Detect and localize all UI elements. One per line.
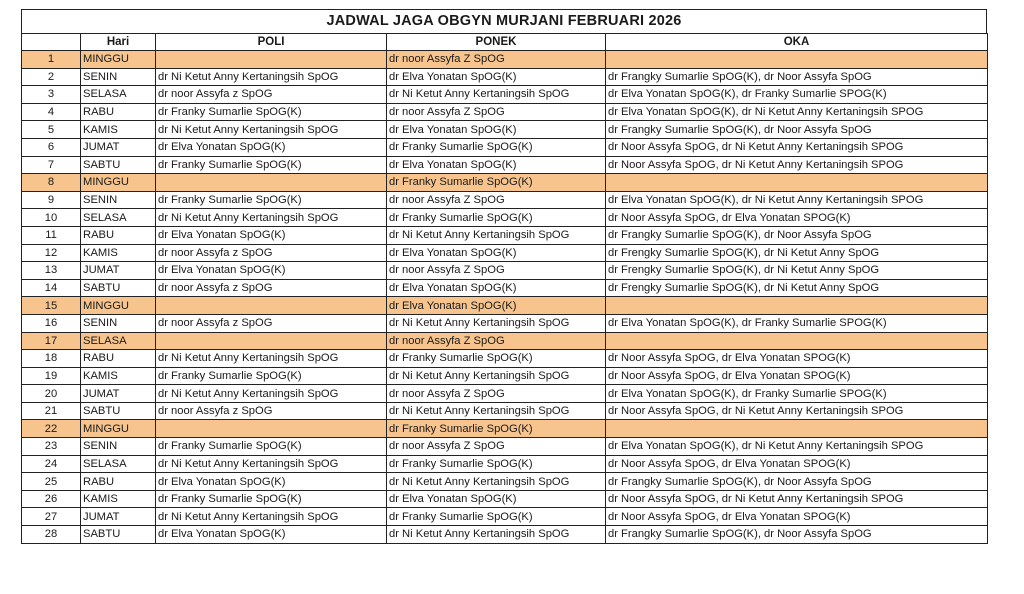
cell-no: 24 (22, 455, 81, 473)
cell-oka: dr Frengky Sumarlie SpOG(K), dr Ni Ketut Anny SpOG (606, 244, 988, 262)
cell-no: 16 (22, 314, 81, 332)
table-row (22, 68, 988, 86)
cell-poli (156, 51, 387, 69)
table-row (22, 244, 988, 262)
cell-hari: JUMAT (81, 262, 156, 280)
cell-ponek: dr noor Assyfa Z SpOG (387, 385, 606, 403)
cell-oka: dr Frangky Sumarlie SpOG(K), dr Noor Assyfa SpOG (606, 473, 988, 491)
cell-poli: dr Franky Sumarlie SpOG(K) (156, 156, 387, 174)
header-poli: POLI (156, 34, 387, 51)
cell-poli: dr Ni Ketut Anny Kertaningsih SpOG (156, 209, 387, 227)
cell-ponek: dr Elva Yonatan SpOG(K) (387, 297, 606, 315)
cell-ponek: dr Franky Sumarlie SpOG(K) (387, 508, 606, 526)
cell-oka: dr Frangky Sumarlie SpOG(K), dr Noor Assyfa SpOG (606, 526, 988, 544)
cell-hari: JUMAT (81, 385, 156, 403)
cell-no: 2 (22, 68, 81, 86)
cell-hari: RABU (81, 350, 156, 368)
cell-oka: dr Noor Assyfa SpOG, dr Ni Ketut Anny Kertaningsih SPOG (606, 156, 988, 174)
cell-ponek: dr Elva Yonatan SpOG(K) (387, 279, 606, 297)
cell-oka: dr Noor Assyfa SpOG, dr Ni Ketut Anny Kertaningsih SPOG (606, 138, 988, 156)
cell-hari: SENIN (81, 68, 156, 86)
cell-no: 13 (22, 262, 81, 280)
cell-hari: SENIN (81, 438, 156, 456)
cell-ponek: dr Franky Sumarlie SpOG(K) (387, 420, 606, 438)
cell-oka: dr Elva Yonatan SpOG(K), dr Franky Sumarlie SPOG(K) (606, 314, 988, 332)
cell-no: 8 (22, 174, 81, 192)
table-row (22, 508, 988, 526)
table-header-row (22, 34, 988, 51)
cell-poli (156, 297, 387, 315)
table-row (22, 314, 988, 332)
cell-oka (606, 51, 988, 69)
cell-oka: dr Frengky Sumarlie SpOG(K), dr Ni Ketut Anny SpOG (606, 262, 988, 280)
cell-no: 7 (22, 156, 81, 174)
cell-oka: dr Frangky Sumarlie SpOG(K), dr Noor Assyfa SpOG (606, 121, 988, 139)
table-row (22, 350, 988, 368)
cell-no: 22 (22, 420, 81, 438)
header-oka: OKA (606, 34, 988, 51)
cell-ponek: dr Franky Sumarlie SpOG(K) (387, 455, 606, 473)
cell-poli (156, 332, 387, 350)
cell-poli: dr Ni Ketut Anny Kertaningsih SpOG (156, 385, 387, 403)
cell-hari: KAMIS (81, 367, 156, 385)
cell-oka: dr Noor Assyfa SpOG, dr Elva Yonatan SPOG(K) (606, 209, 988, 227)
table-row (22, 367, 988, 385)
cell-ponek: dr noor Assyfa Z SpOG (387, 103, 606, 121)
cell-oka: dr Noor Assyfa SpOG, dr Elva Yonatan SPOG(K) (606, 350, 988, 368)
cell-no: 18 (22, 350, 81, 368)
table-row (22, 121, 988, 139)
table-row (22, 297, 988, 315)
table-row (22, 385, 988, 403)
table-row (22, 226, 988, 244)
cell-hari: SELASA (81, 332, 156, 350)
cell-ponek: dr noor Assyfa Z SpOG (387, 438, 606, 456)
cell-oka (606, 420, 988, 438)
table-row (22, 420, 988, 438)
schedule-sheet (21, 9, 987, 544)
cell-hari: SABTU (81, 279, 156, 297)
cell-ponek: dr Ni Ketut Anny Kertaningsih SpOG (387, 226, 606, 244)
cell-hari: KAMIS (81, 121, 156, 139)
cell-oka: dr Elva Yonatan SpOG(K), dr Franky Sumarlie SPOG(K) (606, 385, 988, 403)
cell-no: 21 (22, 402, 81, 420)
cell-poli: dr Elva Yonatan SpOG(K) (156, 262, 387, 280)
table-row (22, 51, 988, 69)
cell-oka (606, 332, 988, 350)
cell-hari: SABTU (81, 402, 156, 420)
table-row (22, 438, 988, 456)
cell-no: 20 (22, 385, 81, 403)
table-row (22, 209, 988, 227)
cell-poli: dr noor Assyfa z SpOG (156, 279, 387, 297)
table-row (22, 174, 988, 192)
cell-oka: dr Frengky Sumarlie SpOG(K), dr Ni Ketut Anny SpOG (606, 279, 988, 297)
cell-no: 12 (22, 244, 81, 262)
cell-hari: SELASA (81, 86, 156, 104)
cell-ponek: dr Ni Ketut Anny Kertaningsih SpOG (387, 402, 606, 420)
header-hari: Hari (81, 34, 156, 51)
cell-ponek: dr Elva Yonatan SpOG(K) (387, 244, 606, 262)
cell-ponek: dr Ni Ketut Anny Kertaningsih SpOG (387, 86, 606, 104)
cell-oka: dr Noor Assyfa SpOG, dr Elva Yonatan SPOG(K) (606, 508, 988, 526)
cell-poli: dr Ni Ketut Anny Kertaningsih SpOG (156, 350, 387, 368)
cell-oka: dr Noor Assyfa SpOG, dr Elva Yonatan SPOG(K) (606, 455, 988, 473)
cell-ponek: dr Franky Sumarlie SpOG(K) (387, 209, 606, 227)
cell-poli (156, 420, 387, 438)
cell-poli: dr Franky Sumarlie SpOG(K) (156, 367, 387, 385)
table-row (22, 262, 988, 280)
cell-no: 5 (22, 121, 81, 139)
cell-ponek: dr Franky Sumarlie SpOG(K) (387, 138, 606, 156)
cell-no: 15 (22, 297, 81, 315)
cell-ponek: dr Ni Ketut Anny Kertaningsih SpOG (387, 473, 606, 491)
cell-poli: dr noor Assyfa z SpOG (156, 402, 387, 420)
cell-hari: RABU (81, 103, 156, 121)
table-row (22, 138, 988, 156)
table-row (22, 490, 988, 508)
table-row (22, 103, 988, 121)
cell-ponek: dr Franky Sumarlie SpOG(K) (387, 174, 606, 192)
schedule-table (21, 33, 988, 544)
cell-no: 10 (22, 209, 81, 227)
table-row (22, 86, 988, 104)
cell-hari: JUMAT (81, 138, 156, 156)
table-row (22, 402, 988, 420)
table-row (22, 191, 988, 209)
cell-oka: dr Elva Yonatan SpOG(K), dr Ni Ketut Anny Kertaningsih SPOG (606, 191, 988, 209)
cell-no: 17 (22, 332, 81, 350)
cell-oka: dr Elva Yonatan SpOG(K), dr Ni Ketut Anny Kertaningsih SPOG (606, 438, 988, 456)
cell-hari: SABTU (81, 156, 156, 174)
cell-oka: dr Noor Assyfa SpOG, dr Ni Ketut Anny Kertaningsih SPOG (606, 490, 988, 508)
cell-ponek: dr Elva Yonatan SpOG(K) (387, 490, 606, 508)
cell-no: 4 (22, 103, 81, 121)
cell-oka (606, 297, 988, 315)
cell-poli: dr Franky Sumarlie SpOG(K) (156, 438, 387, 456)
cell-ponek: dr Ni Ketut Anny Kertaningsih SpOG (387, 526, 606, 544)
cell-no: 14 (22, 279, 81, 297)
cell-ponek: dr noor Assyfa Z SpOG (387, 191, 606, 209)
cell-oka: dr Noor Assyfa SpOG, dr Elva Yonatan SPOG(K) (606, 367, 988, 385)
cell-hari: MINGGU (81, 420, 156, 438)
table-row (22, 526, 988, 544)
cell-no: 27 (22, 508, 81, 526)
cell-oka: dr Noor Assyfa SpOG, dr Ni Ketut Anny Kertaningsih SPOG (606, 402, 988, 420)
cell-poli: dr Ni Ketut Anny Kertaningsih SpOG (156, 455, 387, 473)
cell-ponek: dr noor Assyfa Z SpOG (387, 332, 606, 350)
header-no (22, 34, 81, 51)
cell-ponek: dr Ni Ketut Anny Kertaningsih SpOG (387, 314, 606, 332)
schedule-title: JADWAL JAGA OBGYN MURJANI FEBRUARI 2026 (21, 9, 987, 33)
cell-no: 19 (22, 367, 81, 385)
cell-hari: MINGGU (81, 297, 156, 315)
table-row (22, 279, 988, 297)
cell-no: 9 (22, 191, 81, 209)
cell-hari: KAMIS (81, 490, 156, 508)
cell-poli: dr Franky Sumarlie SpOG(K) (156, 103, 387, 121)
cell-hari: SENIN (81, 314, 156, 332)
cell-poli: dr Elva Yonatan SpOG(K) (156, 138, 387, 156)
cell-no: 25 (22, 473, 81, 491)
cell-ponek: dr noor Assyfa Z SpOG (387, 51, 606, 69)
cell-ponek: dr Elva Yonatan SpOG(K) (387, 121, 606, 139)
cell-ponek: dr Ni Ketut Anny Kertaningsih SpOG (387, 367, 606, 385)
cell-ponek: dr noor Assyfa Z SpOG (387, 262, 606, 280)
cell-no: 1 (22, 51, 81, 69)
cell-hari: SABTU (81, 526, 156, 544)
cell-no: 6 (22, 138, 81, 156)
cell-oka: dr Elva Yonatan SpOG(K), dr Ni Ketut Anny Kertaningsih SPOG (606, 103, 988, 121)
cell-poli (156, 174, 387, 192)
cell-no: 23 (22, 438, 81, 456)
cell-poli: dr Ni Ketut Anny Kertaningsih SpOG (156, 68, 387, 86)
cell-oka: dr Frangky Sumarlie SpOG(K), dr Noor Assyfa SpOG (606, 68, 988, 86)
cell-hari: RABU (81, 226, 156, 244)
cell-ponek: dr Elva Yonatan SpOG(K) (387, 68, 606, 86)
table-row (22, 455, 988, 473)
cell-poli: dr Elva Yonatan SpOG(K) (156, 473, 387, 491)
cell-hari: RABU (81, 473, 156, 491)
cell-poli: dr Elva Yonatan SpOG(K) (156, 226, 387, 244)
cell-hari: SENIN (81, 191, 156, 209)
header-ponek: PONEK (387, 34, 606, 51)
table-row (22, 332, 988, 350)
cell-hari: KAMIS (81, 244, 156, 262)
cell-oka (606, 174, 988, 192)
cell-hari: JUMAT (81, 508, 156, 526)
cell-hari: MINGGU (81, 174, 156, 192)
cell-no: 3 (22, 86, 81, 104)
cell-hari: SELASA (81, 455, 156, 473)
cell-oka: dr Elva Yonatan SpOG(K), dr Franky Sumarlie SPOG(K) (606, 86, 988, 104)
table-row (22, 156, 988, 174)
cell-poli: dr Ni Ketut Anny Kertaningsih SpOG (156, 121, 387, 139)
cell-poli: dr noor Assyfa z SpOG (156, 86, 387, 104)
cell-poli: dr noor Assyfa z SpOG (156, 314, 387, 332)
table-row (22, 473, 988, 491)
cell-poli: dr Ni Ketut Anny Kertaningsih SpOG (156, 508, 387, 526)
cell-no: 11 (22, 226, 81, 244)
cell-ponek: dr Elva Yonatan SpOG(K) (387, 156, 606, 174)
table-body (22, 51, 988, 544)
cell-hari: MINGGU (81, 51, 156, 69)
cell-ponek: dr Franky Sumarlie SpOG(K) (387, 350, 606, 368)
cell-hari: SELASA (81, 209, 156, 227)
cell-poli: dr Franky Sumarlie SpOG(K) (156, 490, 387, 508)
cell-poli: dr Elva Yonatan SpOG(K) (156, 526, 387, 544)
cell-no: 26 (22, 490, 81, 508)
cell-no: 28 (22, 526, 81, 544)
cell-oka: dr Frangky Sumarlie SpOG(K), dr Noor Assyfa SpOG (606, 226, 988, 244)
cell-poli: dr Franky Sumarlie SpOG(K) (156, 191, 387, 209)
cell-poli: dr noor Assyfa z SpOG (156, 244, 387, 262)
